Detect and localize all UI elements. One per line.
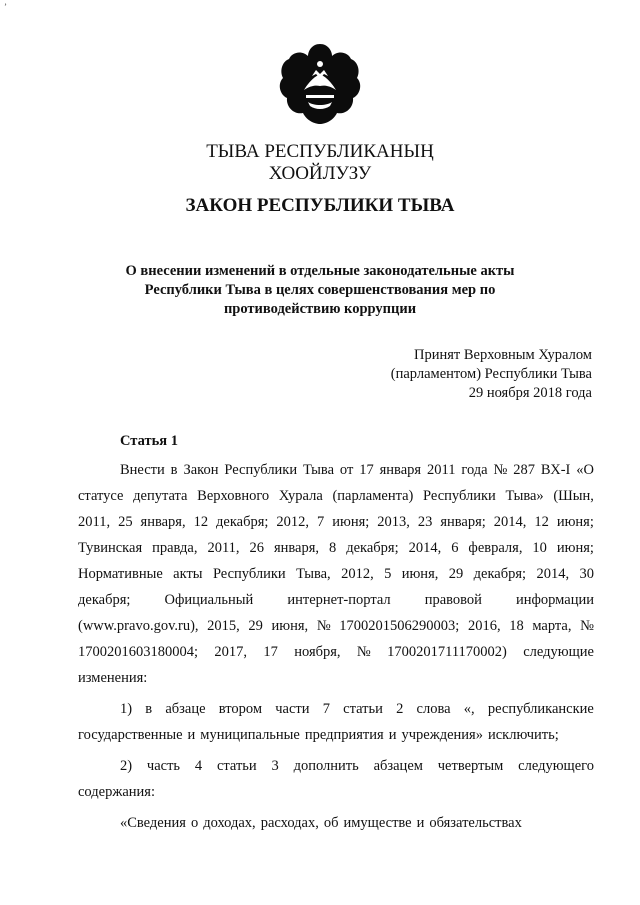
word: предприятия — [304, 727, 384, 743]
word: Тувинская — [78, 540, 143, 556]
word: Тыва — [303, 462, 334, 478]
word: Хурала — [278, 488, 323, 504]
paragraph-item-2 — [78, 753, 594, 805]
word: расходах, — [260, 815, 319, 831]
word: 2014, — [408, 540, 442, 556]
word: января, — [273, 540, 320, 556]
word: депутата — [133, 488, 188, 504]
word: февраля, — [468, 540, 523, 556]
scan-artifact-mark: ʼ — [4, 2, 7, 12]
word: января, — [140, 514, 186, 530]
word: часть — [146, 758, 181, 774]
text-line — [78, 639, 594, 665]
word: части — [275, 701, 310, 717]
subject-line1: О внесении изменений в отдельные законодательные акты — [125, 263, 515, 279]
text-line — [78, 696, 594, 722]
word: статьи — [216, 758, 257, 774]
word: Тыва» — [505, 488, 544, 504]
word: 30 — [579, 566, 594, 582]
word: 7 — [317, 514, 325, 530]
word: Республики — [212, 566, 286, 582]
word: 29 — [448, 566, 464, 582]
word: статусе — [78, 488, 124, 504]
word: 29 — [248, 618, 263, 634]
word: 1700201711170002) — [387, 644, 507, 660]
word: следующего — [518, 758, 594, 774]
text-line — [78, 722, 594, 748]
word: 2014, — [536, 566, 570, 582]
word: 2015, — [207, 618, 240, 634]
word: в — [145, 701, 153, 717]
article-heading: Статья 1 — [120, 433, 178, 449]
word: следующие — [523, 644, 594, 660]
word: Нормативные — [78, 566, 163, 582]
word: 2017, — [214, 644, 248, 660]
word: «Сведения — [120, 815, 186, 831]
word: Закон — [183, 462, 219, 478]
word: 2016, — [467, 618, 501, 634]
word: о — [190, 815, 199, 831]
word: республиканские — [487, 701, 594, 717]
word: (www.pravo.gov.ru), — [78, 618, 199, 634]
word: слова — [416, 701, 451, 717]
word: и — [187, 727, 196, 743]
word: 287 — [513, 462, 535, 478]
word: 4 — [194, 758, 203, 774]
word: 8 — [329, 540, 337, 556]
word: 6 — [451, 540, 459, 556]
word: об — [323, 815, 339, 831]
word: доходах, — [203, 815, 256, 831]
word: декабря; — [78, 592, 131, 608]
word: № — [580, 618, 594, 634]
word: Республики — [423, 488, 496, 504]
paragraph-quote — [78, 810, 594, 836]
word: 12 — [193, 514, 209, 530]
word: 18 — [509, 618, 524, 634]
word: правда, — [152, 540, 198, 556]
word: 2014, — [493, 514, 527, 530]
word: «О — [576, 462, 594, 478]
text-line — [78, 561, 594, 587]
word: Официальный — [164, 592, 254, 608]
word: 10 — [532, 540, 547, 556]
word: акты — [173, 566, 203, 582]
word: 1) — [120, 701, 133, 717]
word: 7 — [322, 701, 330, 717]
word: 2 — [396, 701, 404, 717]
word: № — [316, 618, 331, 634]
word: ВХ-I — [540, 462, 571, 478]
word: Верховного — [197, 488, 270, 504]
text-line — [78, 483, 594, 509]
text-line — [78, 613, 594, 639]
word: имуществе — [343, 815, 412, 831]
word: обязательствах — [429, 815, 522, 831]
word: интернет-портал — [287, 592, 391, 608]
word: 2013, — [377, 514, 410, 530]
word: (парламента) — [332, 488, 414, 504]
word: статьи — [343, 701, 383, 717]
text-line — [78, 810, 594, 836]
word: 17 — [359, 462, 374, 478]
word: января — [379, 462, 422, 478]
word: 25 — [118, 514, 133, 530]
word: информации — [515, 592, 594, 608]
text-line — [78, 509, 594, 535]
word: 12 — [534, 514, 549, 530]
word: декабря; — [346, 540, 399, 556]
word: июня, — [271, 618, 309, 634]
emblem-graphic — [276, 40, 364, 128]
word: Тыва, — [296, 566, 331, 582]
word: 3 — [271, 758, 279, 774]
text-line — [78, 665, 594, 691]
word: (Шын, — [553, 488, 594, 504]
adoption-date: 29 ноября 2018 года — [468, 385, 592, 401]
text-line — [78, 457, 594, 483]
paragraph-item-1 — [78, 696, 594, 748]
word: и — [388, 727, 397, 743]
word: абзаце — [165, 701, 206, 717]
word: июня; — [556, 540, 594, 556]
law-title: ЗАКОН РЕСПУБЛИКИ ТЫВА — [185, 195, 455, 216]
word: 2011, — [78, 514, 111, 530]
word: 1700201506290003; — [339, 618, 460, 634]
word: Республики — [224, 462, 298, 478]
word: 2) — [120, 758, 133, 774]
text-line — [78, 779, 594, 805]
word: января; — [440, 514, 486, 530]
word: 2012, — [341, 566, 374, 582]
word: исключить; — [487, 727, 559, 743]
word: декабря; — [473, 566, 527, 582]
word: абзацем — [373, 758, 423, 774]
text-line — [78, 587, 594, 613]
word: июня, — [401, 566, 439, 582]
subject-line2: Республики Тыва в целях совершенствования мер по — [144, 282, 496, 298]
word: 26 — [249, 540, 264, 556]
word: и — [416, 815, 425, 831]
word: 17 — [263, 644, 278, 660]
subject-line3: противодействию коррупции — [223, 301, 417, 317]
word: учреждения» — [401, 727, 483, 743]
word: содержания: — [78, 784, 156, 800]
word: марта, — [532, 618, 572, 634]
word: 5 — [384, 566, 392, 582]
word: июня; — [332, 514, 370, 530]
word: 2011, — [207, 540, 240, 556]
word: 2011 — [426, 462, 456, 478]
coat-of-arms-emblem-icon — [276, 40, 364, 128]
parliament-name-line1: ТЫВА РЕСПУБЛИКАНЫҢ — [206, 141, 434, 162]
word: дополнить — [293, 758, 359, 774]
word: от — [339, 462, 354, 478]
word: года — [461, 462, 488, 478]
word: изменения: — [78, 670, 148, 686]
word: № — [356, 644, 371, 660]
word: декабря; — [216, 514, 269, 530]
word: июня; — [556, 514, 594, 530]
adoption-line2: (парламентом) Республики Тыва — [390, 366, 592, 382]
word: № — [493, 462, 508, 478]
word: ноября, — [294, 644, 341, 660]
word: муниципальные — [200, 727, 300, 743]
word: Внести — [120, 462, 165, 478]
adoption-line1: Принят Верховным Хуралом — [414, 347, 592, 363]
word: 23 — [417, 514, 433, 530]
word: втором — [218, 701, 263, 717]
paragraph-intro — [78, 457, 594, 691]
parliament-name-line2: ХООЙЛУЗУ — [268, 163, 372, 184]
word: «, — [463, 701, 475, 717]
word: правовой — [424, 592, 482, 608]
text-line — [78, 535, 594, 561]
article-body — [78, 457, 594, 836]
word: государственные — [78, 727, 183, 743]
word: 2012, — [276, 514, 310, 530]
word: 1700201603180004; — [78, 644, 199, 660]
word: в — [170, 462, 178, 478]
text-line — [78, 753, 594, 779]
word: четвертым — [437, 758, 504, 774]
